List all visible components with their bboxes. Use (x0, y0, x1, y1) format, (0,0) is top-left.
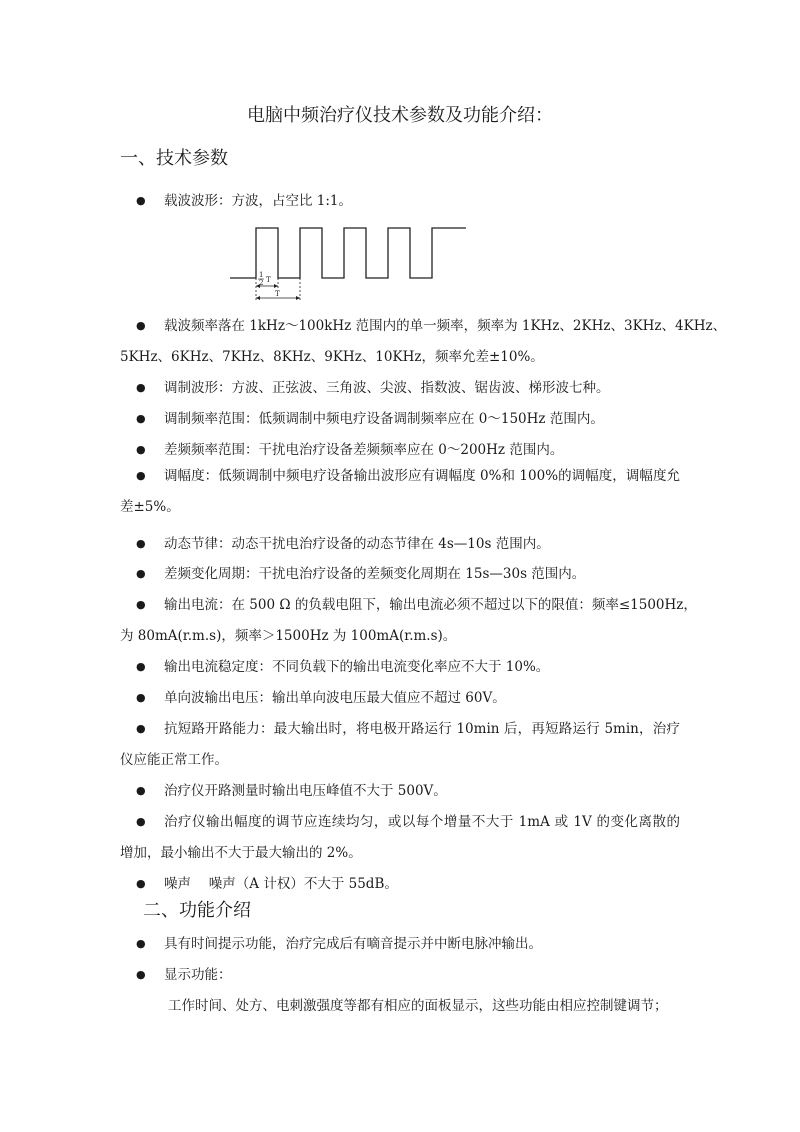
half-period-den: 2 (259, 279, 264, 287)
bullet-text: 差频变化周期：干扰电治疗设备的差频变化周期在 15s—30s 范围内。 (164, 566, 586, 582)
bullet-text: 输出电流：在 500 Ω 的负载电阻下，输出电流必须不超过以下的限值：频率≤1500Hz， (164, 597, 697, 613)
bullet-text: 单向波输出电压：输出单向波电压最大值应不超过 60V。 (164, 690, 506, 706)
half-period-t: T (266, 276, 271, 284)
section-heading-tech-params: 一、技术参数 (120, 148, 228, 169)
display-description: 工作时间、处方、电刺激强度等都有相应的面板显示，这些功能由相应控制键调节； (168, 998, 668, 1014)
bullet-text: 动态节律：动态干扰电治疗设备的动态节律在 4s—10s 范围内。 (164, 536, 550, 552)
bullet-text: 载波波形：方波，占空比 1:1。 (164, 193, 353, 209)
bullet-text: 调幅度：低频调制中频电疗设备输出波形应有调幅度 0%和 100%的调幅度，调幅度允 (164, 468, 680, 484)
bullet-text: 具有时间提示功能，治疗完成后有嘀音提示并中断电脉冲输出。 (164, 936, 542, 952)
square-wave-figure (226, 218, 476, 304)
bullet-text: 差频频率范围：干扰电治疗设备差频频率应在 0～200Hz 范围内。 (164, 442, 564, 458)
bullet-text: 调制波形：方波、正弦波、三角波、尖波、指数波、锯齿波、梯形波七种。 (164, 380, 610, 396)
cont-short-open-circuit: 仪应能正常工作。 (120, 752, 228, 768)
bullet-text: 载波频率落在 1kHz～100kHz 范围内的单一频率，频率为 1KHz、2KHz、3KHz、4KHz、 (164, 318, 727, 334)
period-label: T (275, 290, 280, 298)
document-title: 电脑中频治疗仪技术参数及功能介绍： (247, 105, 553, 126)
bullet-text: 治疗仪开路测量时输出电压峰值不大于 500V。 (164, 783, 447, 799)
bullet-text: 调制频率范围：低频调制中频电疗设备调制频率应在 0～150Hz 范围内。 (164, 411, 604, 427)
bullet-text: 治疗仪输出幅度的调节应连续均匀，或以每个增量不大于 1mA 或 1V 的变化离散的 (164, 814, 680, 830)
cont-modulation-depth: 差±5%。 (120, 499, 180, 515)
section-heading-functions: 二、功能介绍 (143, 900, 251, 921)
bullet-text: 抗短路开路能力：最大输出时，将电极开路运行 10min 后，再短路运行 5min，治疗 (164, 721, 680, 737)
square-wave-line (230, 228, 466, 278)
bullet-text: 显示功能： (164, 967, 232, 983)
cont-amplitude-adjust: 增加，最小输出不大于最大输出的 2%。 (120, 845, 362, 861)
bullet-text: 输出电流稳定度：不同负载下的输出电流变化率应不大于 10%。 (164, 659, 550, 675)
cont-output-current: 为 80mA(r.m.s)，频率＞1500Hz 为 100mA(r.m.s)。 (120, 628, 457, 644)
bullet-text: 噪声 噪声（A 计权）不大于 55dB。 (164, 876, 398, 892)
half-period-num: 1 (259, 271, 264, 279)
cont-carrier-frequency: 5KHz、6KHz、7KHz、8KHz、9KHz、10KHz，频率允差±10%。 (120, 349, 544, 365)
